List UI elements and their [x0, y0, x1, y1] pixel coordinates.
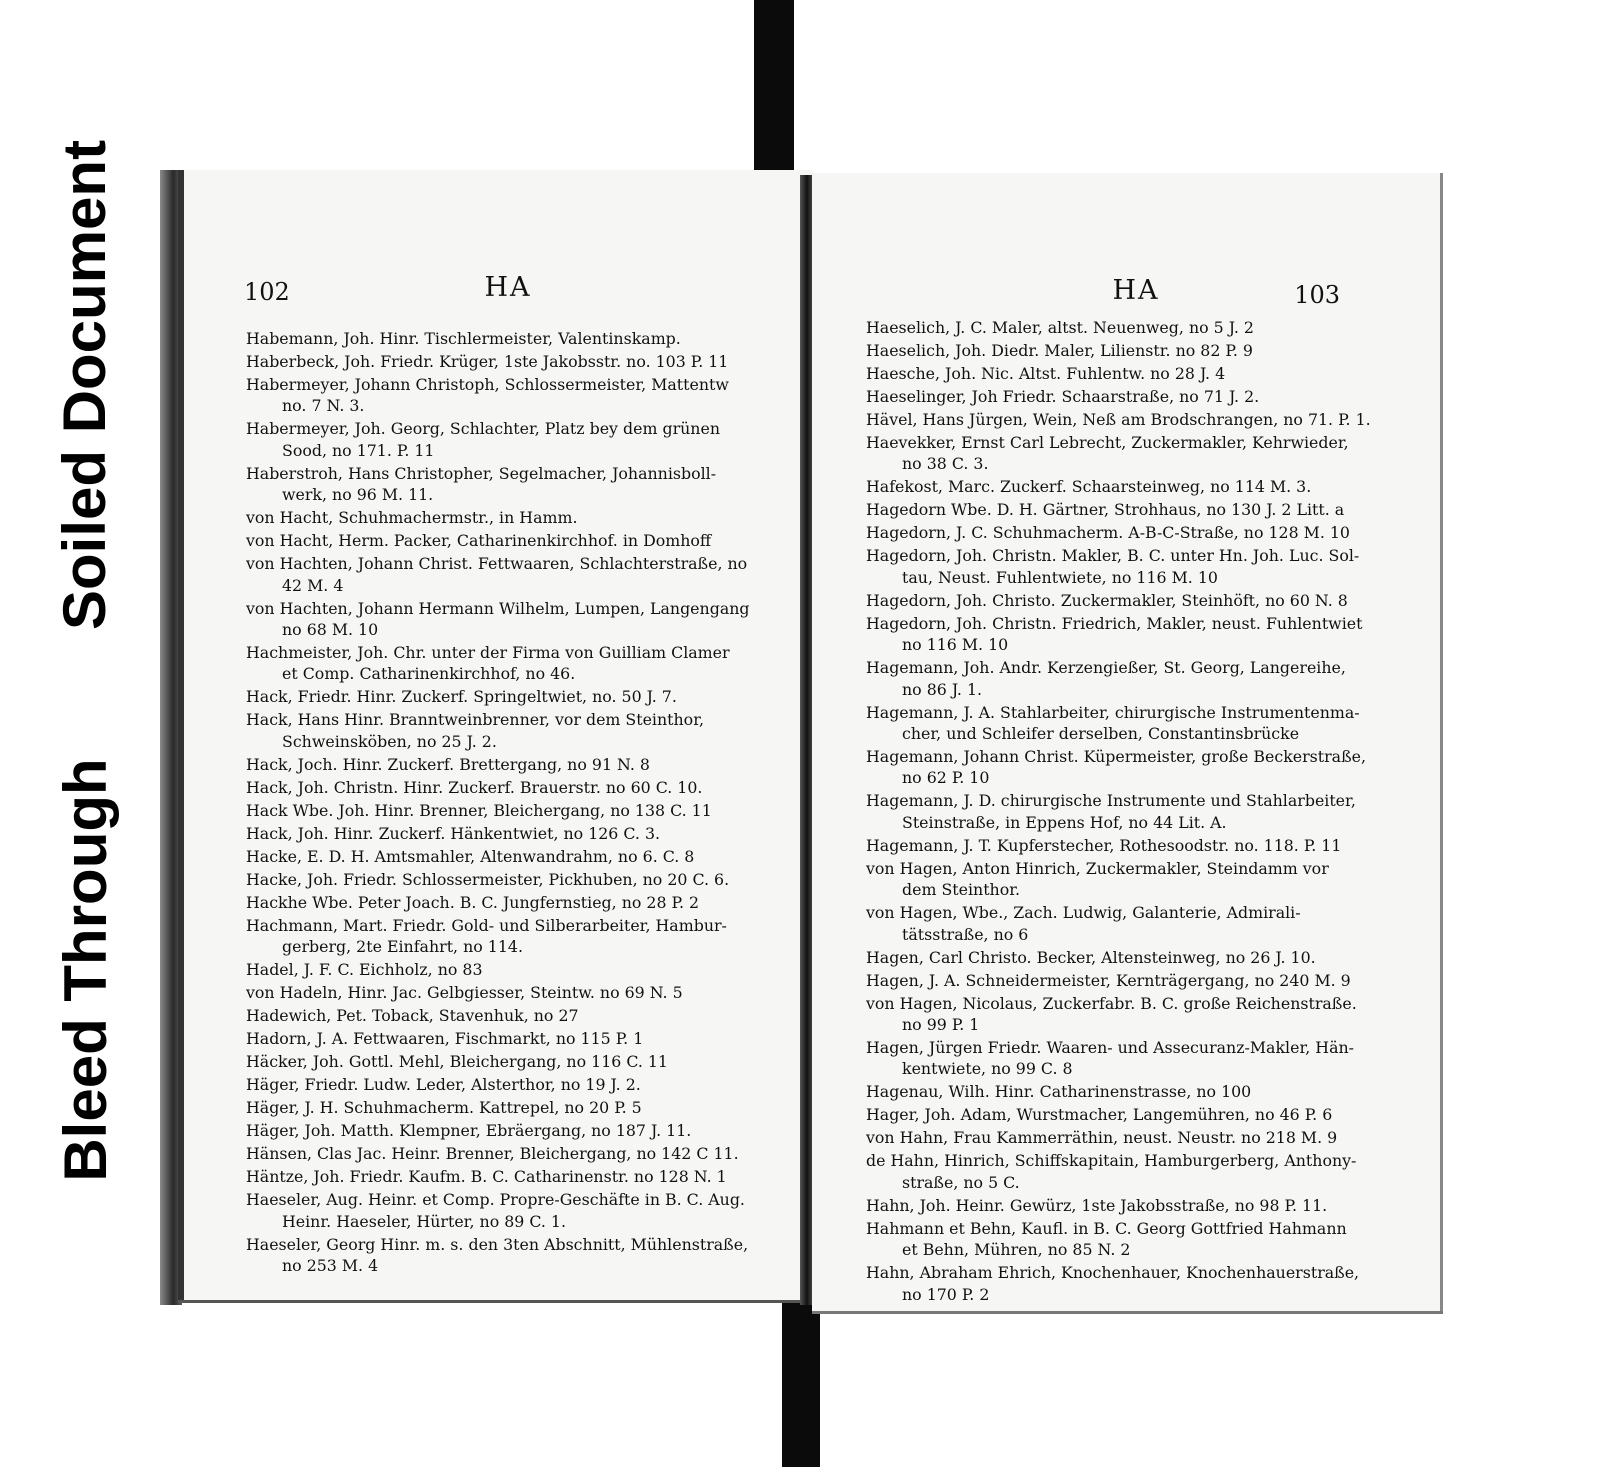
- directory-entry: [246, 959, 751, 980]
- entry-line: Hagemann, J. D. chirurgische Instrumente und Stahlarbeiter,: [866, 791, 1356, 811]
- directory-entry: [246, 1234, 751, 1277]
- entry-line: Hadewich, Pet. Toback, Stavenhuk, no 27: [246, 1006, 579, 1026]
- entry-line: Hagemann, J. A. Stahlarbeiter, chirurgische Instrumentenma-: [866, 702, 1360, 722]
- directory-entry: [866, 317, 1371, 338]
- entry-line: von Hagen, Anton Hinrich, Zuckermakler, Steindamm vor: [866, 858, 1329, 878]
- directory-entry: [246, 1143, 751, 1164]
- directory-entry: [246, 1051, 751, 1072]
- entry-line: Häger, J. H. Schuhmacherm. Kattrepel, no 20 P. 5: [246, 1098, 642, 1118]
- directory-entry: [246, 328, 751, 349]
- entry-line: Hager, Joh. Adam, Wurstmacher, Langemühren, no 46 P. 6: [866, 1105, 1333, 1125]
- entry-continuation-line: Sood, no 171. P. 11: [282, 440, 435, 460]
- entry-continuation-line: Schweinsköben, no 25 J. 2.: [282, 731, 497, 751]
- entry-line: Hahn, Abraham Ehrich, Knochenhauer, Knochenhauerstraße,: [866, 1263, 1360, 1283]
- directory-entry: [866, 1127, 1371, 1148]
- entry-line: von Hacht, Herm. Packer, Catharinenkirchhof. in Domhoff: [246, 531, 712, 551]
- entry-line: Hack, Joh. Christn. Hinr. Zuckerf. Brauerstr. no 60 C. 10.: [246, 777, 703, 797]
- entry-line: von Hacht, Schuhmachermstr., in Hamm.: [246, 508, 578, 528]
- right-page-entries: [866, 317, 1371, 1307]
- directory-entry: [866, 702, 1371, 745]
- entry-line: Haeselinger, Joh Friedr. Schaarstraße, no 71 J. 2.: [866, 387, 1260, 406]
- entry-continuation-line: no 253 M. 4: [282, 1256, 379, 1276]
- entry-line: Hagedorn Wbe. D. H. Gärtner, Strohhaus, no 130 J. 2 Litt. a: [866, 500, 1345, 520]
- entry-continuation-line: 42 M. 4: [282, 575, 344, 595]
- directory-entry: [246, 686, 751, 707]
- bleed-through-label: Bleed Through: [52, 758, 119, 1182]
- directory-entry: [866, 746, 1371, 789]
- entry-line: von Hagen, Wbe., Zach. Ludwig, Galanterie, Admirali-: [866, 903, 1301, 923]
- directory-entry: [866, 340, 1371, 361]
- entry-line: Hävel, Hans Jürgen, Wein, Neß am Brodschrangen, no 71. P. 1.: [866, 410, 1371, 429]
- entry-continuation-line: werk, no 96 M. 11.: [282, 485, 434, 505]
- directory-entry: [246, 1189, 751, 1232]
- entry-continuation-line: cher, und Schleifer derselben, Constantinsbrücke: [902, 724, 1300, 744]
- entry-line: Hack, Friedr. Hinr. Zuckerf. Springeltwiet, no. 50 J. 7.: [246, 687, 677, 707]
- directory-entry: [866, 1262, 1371, 1305]
- directory-entry: [246, 846, 751, 867]
- entry-line: Hagemann, Johann Christ. Küpermeister, große Beckerstraße,: [866, 747, 1367, 767]
- right-page-header: [872, 275, 1400, 321]
- directory-entry: [866, 363, 1371, 384]
- directory-entry: [866, 499, 1371, 520]
- directory-entry: [246, 1028, 751, 1049]
- entry-line: Hagen, Jürgen Friedr. Waaren- und Assecuranz-Makler, Hän-: [866, 1038, 1355, 1058]
- entry-continuation-line: et Comp. Catharinenkirchhof, no 46.: [282, 664, 576, 684]
- entry-continuation-line: no 38 C. 3.: [902, 454, 989, 474]
- entry-line: Hachmeister, Joh. Chr. unter der Firma von Guilliam Clamer: [246, 643, 730, 663]
- entry-line: Haevekker, Ernst Carl Lebrecht, Zuckermakler, Kehrwieder,: [866, 433, 1349, 452]
- entry-line: Hagedorn, Joh. Christo. Zuckermakler, Steinhöft, no 60 N. 8: [866, 590, 1348, 610]
- directory-entry: [246, 915, 751, 958]
- directory-entry: [866, 657, 1371, 700]
- entry-continuation-line: no 62 P. 10: [902, 768, 990, 788]
- entry-continuation-line: Steinstraße, in Eppens Hof, no 44 Lit. A.: [902, 812, 1227, 832]
- entry-continuation-line: et Behn, Mühren, no 85 N. 2: [902, 1240, 1131, 1260]
- entry-line: Häger, Friedr. Ludw. Leder, Alsterthor, no 19 J. 2.: [246, 1075, 641, 1095]
- entry-line: von Hagen, Nicolaus, Zuckerfabr. B. C. große Reichenstraße.: [866, 993, 1357, 1013]
- entry-line: Habermeyer, Johann Christoph, Schlossermeister, Mattentw: [246, 375, 729, 394]
- directory-entry: [246, 1005, 751, 1026]
- entry-line: Hagen, J. A. Schneidermeister, Kernträgergang, no 240 M. 9: [866, 970, 1351, 990]
- entry-line: Hafekost, Marc. Zuckerf. Schaarsteinweg, no 114 M. 3.: [866, 477, 1312, 497]
- directory-entry: [866, 590, 1371, 611]
- entry-line: von Hahn, Frau Kammerräthin, neust. Neustr. no 218 M. 9: [866, 1128, 1338, 1148]
- directory-entry: [866, 947, 1371, 968]
- binding-strip-top: [754, 0, 794, 190]
- entry-line: Haeselich, J. C. Maler, altst. Neuenweg, no 5 J. 2: [866, 318, 1254, 337]
- entry-continuation-line: gerberg, 2te Einfahrt, no 114.: [282, 937, 523, 957]
- right-page-heading: HA: [1112, 275, 1160, 306]
- entry-continuation-line: kentwiete, no 99 C. 8: [902, 1059, 1073, 1079]
- directory-entry: [866, 613, 1371, 656]
- directory-entry: [866, 970, 1371, 991]
- directory-entry: [246, 1166, 751, 1187]
- directory-entry: [246, 777, 751, 798]
- directory-entry: [246, 823, 751, 844]
- directory-entry: [866, 790, 1371, 833]
- entry-line: Hänsen, Clas Jac. Heinr. Brenner, Bleichergang, no 142 C 11.: [246, 1144, 739, 1164]
- directory-entry: [246, 869, 751, 890]
- entry-line: Häcker, Joh. Gottl. Mehl, Bleichergang, no 116 C. 11: [246, 1052, 668, 1072]
- directory-entry: [866, 476, 1371, 497]
- directory-entry: [866, 409, 1371, 430]
- entry-line: von Hachten, Johann Hermann Wilhelm, Lumpen, Langengang: [246, 598, 750, 618]
- entry-line: Hachmann, Mart. Friedr. Gold- und Silberarbeiter, Hambur-: [246, 915, 727, 935]
- directory-entry: [866, 1081, 1371, 1102]
- entry-continuation-line: no 170 P. 2: [902, 1284, 990, 1304]
- directory-entry: [246, 800, 751, 821]
- entry-line: Hackhe Wbe. Peter Joach. B. C. Jungfernstieg, no 28 P. 2: [246, 892, 700, 912]
- entry-line: Hahn, Joh. Heinr. Gewürz, 1ste Jakobsstraße, no 98 P. 11.: [866, 1195, 1328, 1215]
- directory-entry: [246, 982, 751, 1003]
- directory-entry: [866, 835, 1371, 856]
- directory-entry: [246, 507, 751, 528]
- directory-entry: [246, 709, 751, 752]
- entry-line: Hagemann, Joh. Andr. Kerzengießer, St. Georg, Langereihe,: [866, 658, 1346, 678]
- entry-continuation-line: tau, Neust. Fuhlentwiete, no 116 M. 10: [902, 567, 1218, 587]
- left-page: [178, 170, 812, 1300]
- entry-line: Hagedorn, J. C. Schuhmacherm. A-B-C-Straße, no 128 M. 10: [866, 523, 1350, 543]
- left-page-entries: [246, 328, 751, 1278]
- entry-continuation-line: straße, no 5 C.: [902, 1172, 1020, 1192]
- entry-line: Haeseler, Aug. Heinr. et Comp. Propre-Geschäfte in B. C. Aug.: [246, 1190, 745, 1210]
- entry-line: de Hahn, Hinrich, Schiffskapitain, Hamburgerberg, Anthony-: [866, 1151, 1357, 1171]
- directory-entry: [246, 351, 751, 372]
- entry-line: Habermeyer, Joh. Georg, Schlachter, Platz bey dem grünen: [246, 419, 720, 439]
- entry-continuation-line: no 86 J. 1.: [902, 679, 983, 699]
- entry-line: Häntze, Joh. Friedr. Kaufm. B. C. Catharinenstr. no 128 N. 1: [246, 1167, 727, 1187]
- directory-entry: [866, 432, 1371, 475]
- soiled-document-label: Soiled Document: [51, 139, 118, 630]
- entry-line: Haberstroh, Hans Christopher, Segelmacher, Johannisboll-: [246, 463, 717, 483]
- directory-entry: [866, 858, 1371, 901]
- entry-continuation-line: tätsstraße, no 6: [902, 924, 1029, 944]
- entry-line: von Hachten, Johann Christ. Fettwaaren, Schlachterstraße, no: [246, 554, 748, 574]
- entry-line: Hack, Hans Hinr. Branntweinbrenner, vor dem Steinthor,: [246, 710, 705, 730]
- entry-line: Haeseler, Georg Hinr. m. s. den 3ten Abschnitt, Mühlenstraße,: [246, 1234, 749, 1254]
- entry-line: Häger, Joh. Matth. Klempner, Ebräergang, no 187 J. 11.: [246, 1121, 692, 1141]
- directory-entry: [866, 1218, 1371, 1261]
- entry-line: Hack, Joch. Hinr. Zuckerf. Brettergang, no 91 N. 8: [246, 754, 650, 774]
- entry-continuation-line: no 68 M. 10: [282, 620, 379, 640]
- directory-entry: [866, 386, 1371, 407]
- directory-entry: [866, 545, 1371, 588]
- entry-line: Hagenau, Wilh. Hinr. Catharinenstrasse, no 100: [866, 1082, 1252, 1102]
- directory-entry: [246, 1074, 751, 1095]
- directory-entry: [246, 553, 751, 596]
- entry-continuation-line: Heinr. Haeseler, Hürter, no 89 C. 1.: [282, 1211, 566, 1231]
- directory-entry: [246, 754, 751, 775]
- directory-entry: [866, 993, 1371, 1036]
- entry-line: Hadel, J. F. C. Eichholz, no 83: [246, 960, 483, 980]
- entry-line: Hagemann, J. T. Kupferstecher, Rothesoodstr. no. 118. P. 11: [866, 835, 1342, 855]
- entry-continuation-line: no 99 P. 1: [902, 1015, 980, 1035]
- directory-entry: [246, 892, 751, 913]
- entry-line: Hacke, Joh. Friedr. Schlossermeister, Pickhuben, no 20 C. 6.: [246, 869, 730, 889]
- entry-line: Hagedorn, Joh. Christn. Friedrich, Makler, neust. Fuhlentwiet: [866, 613, 1363, 633]
- binding-strip-bottom: [782, 1290, 820, 1467]
- directory-entry: [866, 522, 1371, 543]
- entry-line: Hack Wbe. Joh. Hinr. Brenner, Bleichergang, no 138 C. 11: [246, 800, 712, 820]
- directory-entry: [866, 1104, 1371, 1125]
- entry-line: Haesche, Joh. Nic. Altst. Fuhlentw. no 28 J. 4: [866, 364, 1226, 383]
- directory-entry: [246, 598, 751, 641]
- entry-line: Hagen, Carl Christo. Becker, Altensteinweg, no 26 J. 10.: [866, 947, 1316, 967]
- directory-entry: [246, 463, 751, 506]
- entry-line: Haberbeck, Joh. Friedr. Krüger, 1ste Jakobsstr. no. 103 P. 11: [246, 352, 729, 371]
- directory-entry: [246, 374, 751, 417]
- entry-continuation-line: no 116 M. 10: [902, 635, 1009, 655]
- entry-line: Hahmann et Behn, Kaufl. in B. C. Georg Gottfried Hahmann: [866, 1218, 1347, 1238]
- directory-entry: [866, 1150, 1371, 1193]
- entry-continuation-line: no. 7 N. 3.: [282, 396, 365, 416]
- directory-entry: [866, 902, 1371, 945]
- entry-line: Habemann, Joh. Hinr. Tischlermeister, Valentinskamp.: [246, 329, 681, 348]
- right-page-number: 103: [1294, 281, 1340, 309]
- left-page-number: 102: [244, 278, 290, 306]
- left-page-heading: HA: [484, 272, 532, 303]
- entry-line: von Hadeln, Hinr. Jac. Gelbgiesser, Steintw. no 69 N. 5: [246, 983, 683, 1003]
- directory-entry: [246, 1120, 751, 1141]
- entry-line: Hack, Joh. Hinr. Zuckerf. Hänkentwiet, no 126 C. 3.: [246, 823, 661, 843]
- directory-entry: [866, 1037, 1371, 1080]
- directory-entry: [246, 530, 751, 551]
- entry-continuation-line: dem Steinthor.: [902, 880, 1021, 900]
- entry-line: Hacke, E. D. H. Amtsmahler, Altenwandrahm, no 6. C. 8: [246, 846, 695, 866]
- directory-entry: [246, 1097, 751, 1118]
- directory-entry: [866, 1195, 1371, 1216]
- left-page-header: [244, 272, 772, 318]
- directory-entry: [246, 642, 751, 685]
- entry-line: Haeselich, Joh. Diedr. Maler, Lilienstr. no 82 P. 9: [866, 341, 1253, 360]
- directory-entry: [246, 418, 751, 461]
- right-page: [812, 173, 1443, 1311]
- entry-line: Hadorn, J. A. Fettwaaren, Fischmarkt, no 115 P. 1: [246, 1029, 644, 1049]
- entry-line: Hagedorn, Joh. Christn. Makler, B. C. unter Hn. Joh. Luc. Sol-: [866, 546, 1360, 566]
